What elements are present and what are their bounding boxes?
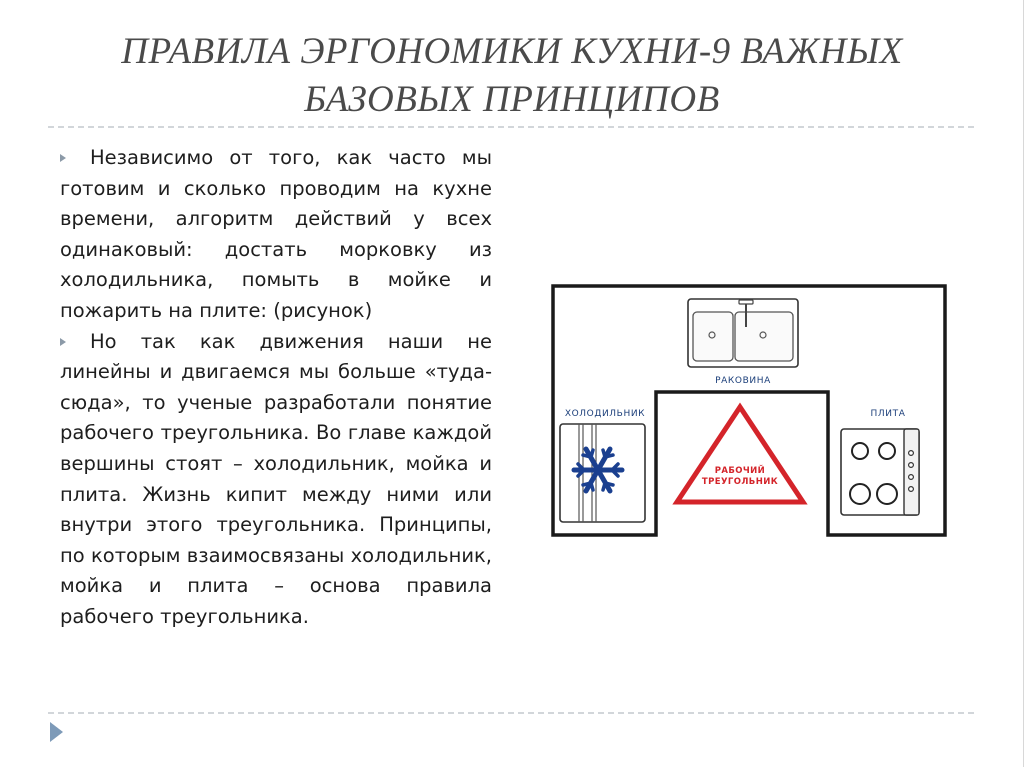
kitchen-triangle-diagram xyxy=(550,283,948,538)
slide-title xyxy=(60,28,964,124)
paragraph-1-text: Независимо от того, как часто мы готовим и сколько проводим на кухне времени, алгоритм действий у всех одинаковый: достать морковку из холодильника, помыть в мойке и пожарить на плите: (рисунок) xyxy=(60,146,492,322)
sink-icon xyxy=(688,299,798,367)
triangle-label-line-2: ТРЕУГОЛЬНИК xyxy=(701,477,779,487)
title-line-1: ПРАВИЛА ЭРГОНОМИКИ КУХНИ-9 ВАЖНЫХ xyxy=(121,31,903,72)
triangle-label-line-1: РАБОЧИЙ xyxy=(714,466,766,476)
title-divider xyxy=(48,126,974,128)
triangle-bullet-icon xyxy=(60,154,66,162)
triangle-bullet-icon xyxy=(60,338,66,346)
footer-divider xyxy=(48,712,974,714)
paragraph-2 xyxy=(60,327,492,633)
title-line-2: БАЗОВЫХ ПРИНЦИПОВ xyxy=(304,79,720,120)
paragraph-1 xyxy=(60,143,492,327)
paragraph-2-text: Но так как движения наши не линейны и двигаемся мы больше «туда-сюда», то ученые разработали понятие рабочего треугольника. Во главе каждой вершины стоят – холодильник, мойка и плита. Жизнь кипит между ними или внутри этого треугольника. Принципы, по которым взаимосвязаны холодильник, мойка и плита – основа правила рабочего треугольника. xyxy=(60,329,492,628)
fridge-label: ХОЛОДИЛЬНИК xyxy=(564,409,646,419)
slide-body xyxy=(60,143,492,633)
stove-icon xyxy=(841,429,919,515)
sink-label: РАКОВИНА xyxy=(715,376,771,386)
work-triangle-icon xyxy=(677,407,803,502)
stove-label: ПЛИТА xyxy=(870,409,906,419)
next-slide-arrow-icon[interactable] xyxy=(50,722,63,742)
